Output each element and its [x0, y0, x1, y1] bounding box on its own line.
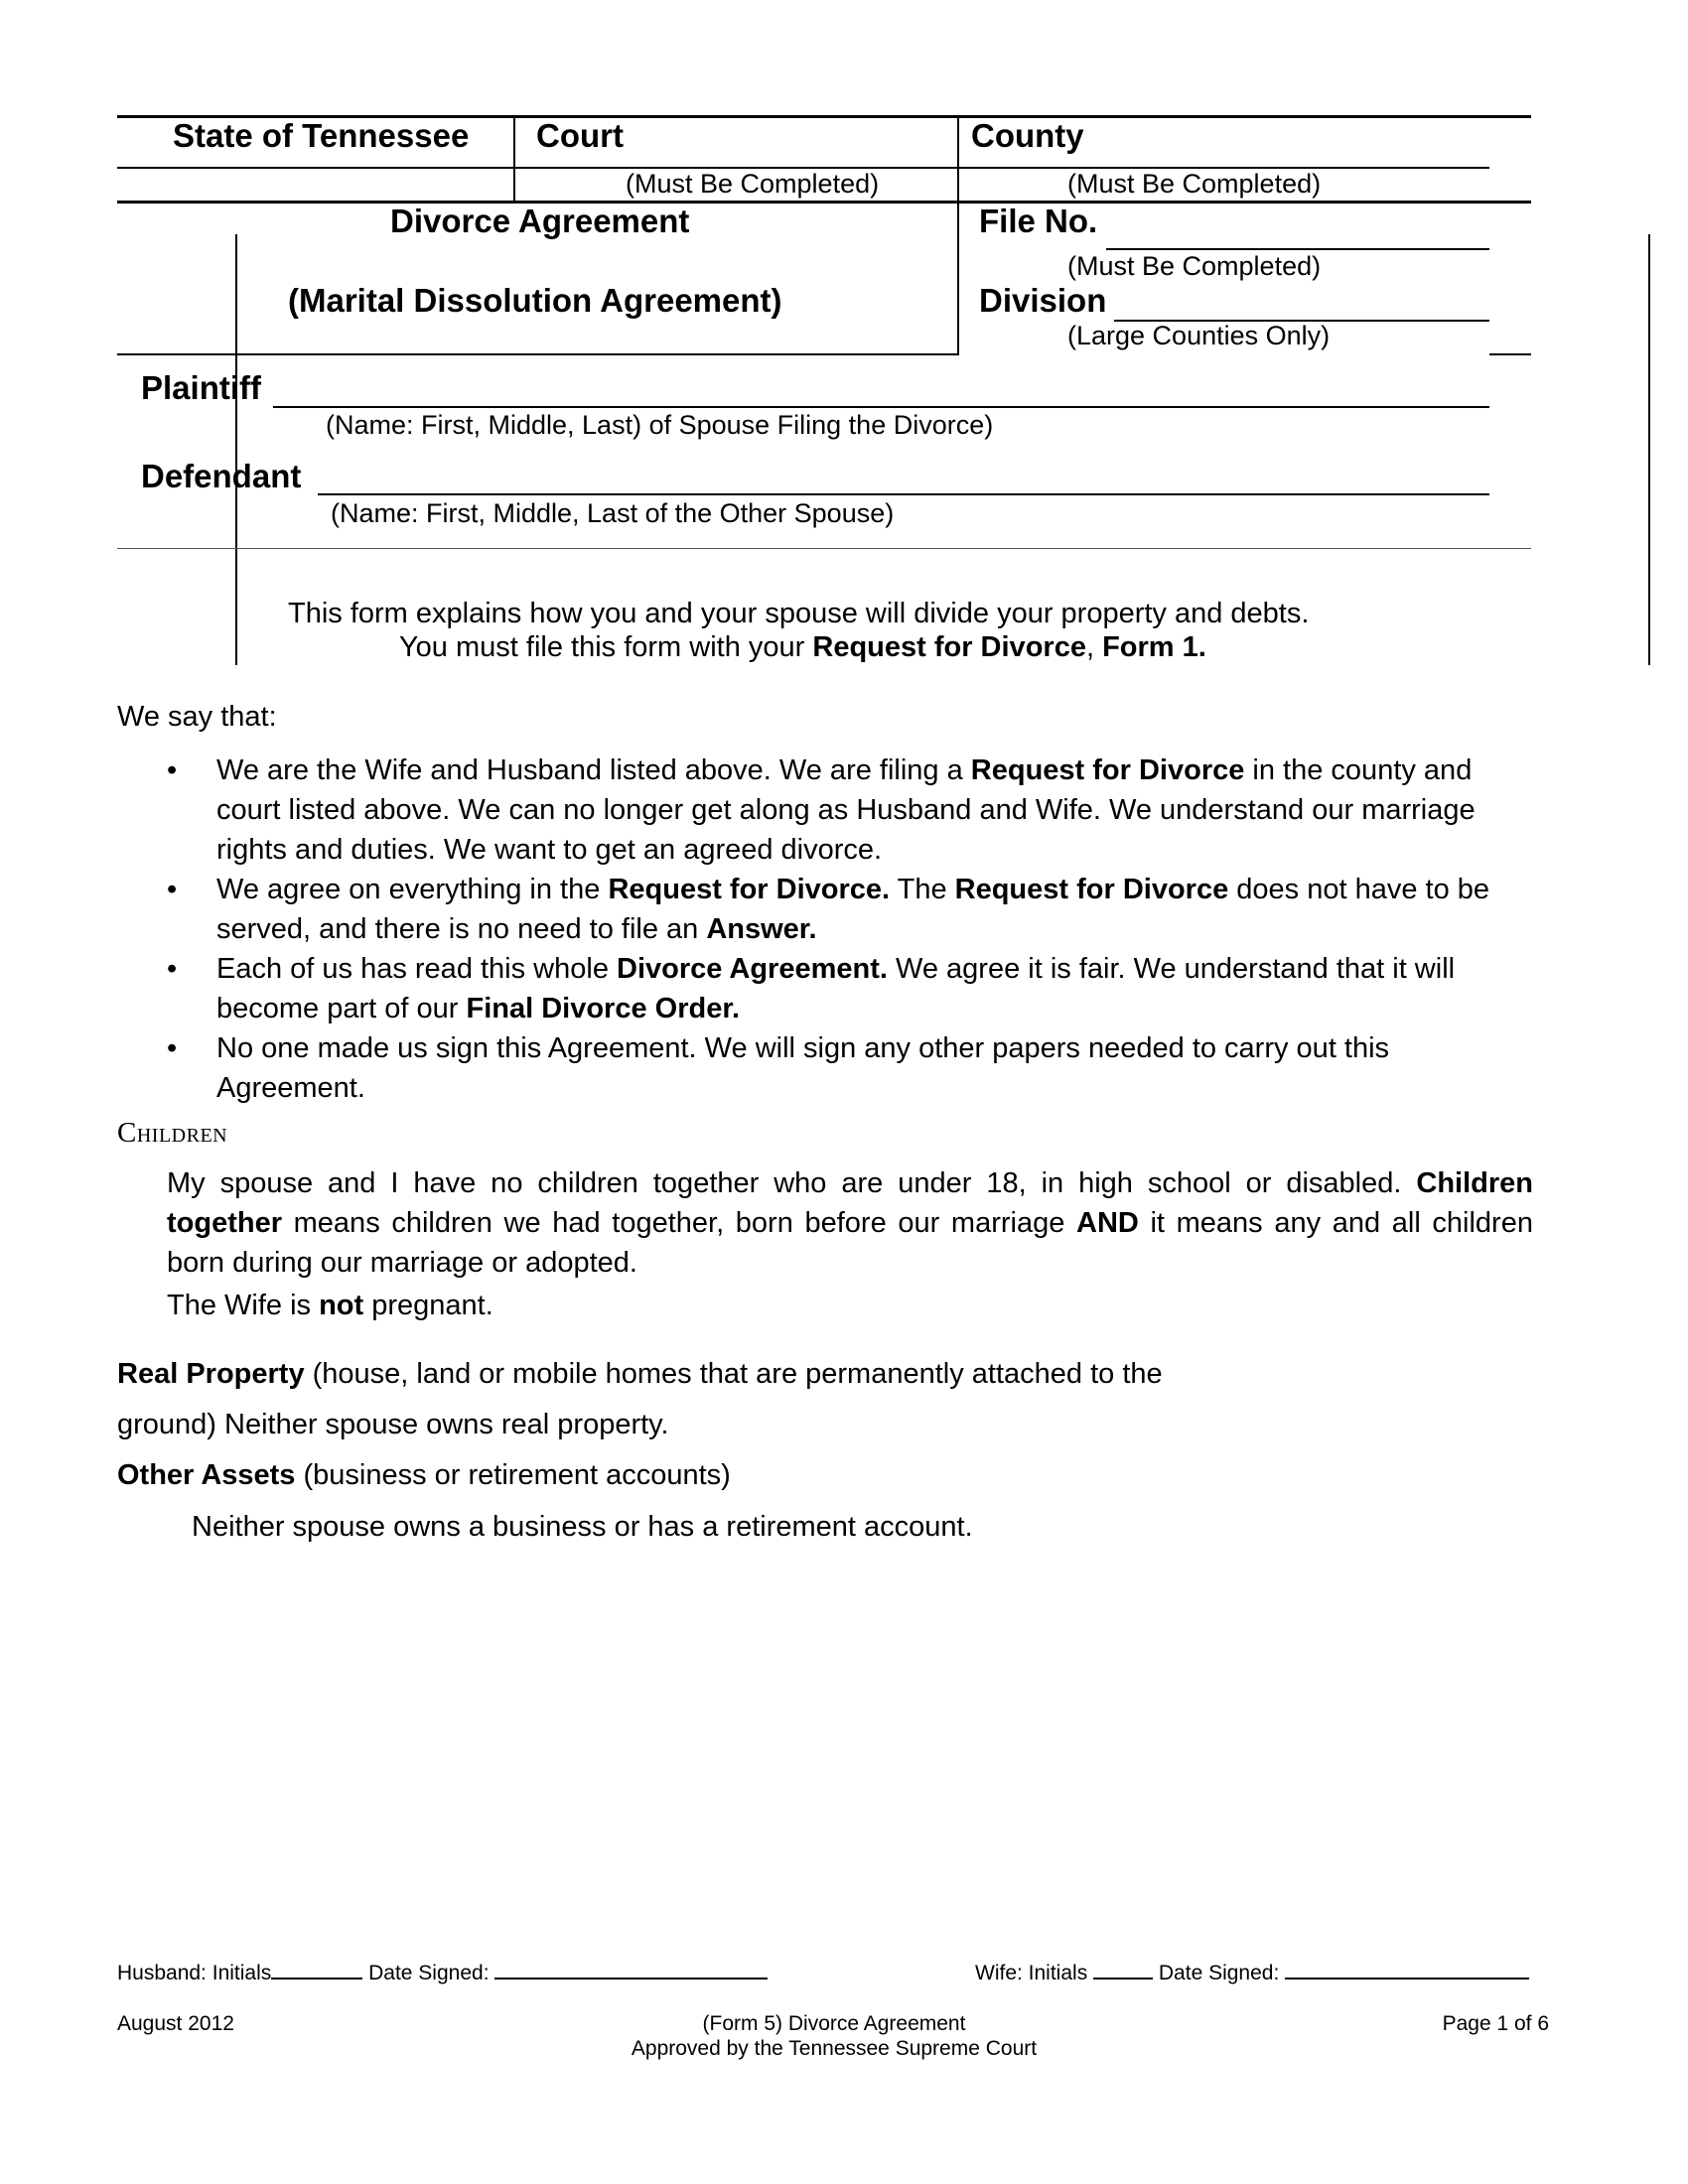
husband-date-label: Date Signed:: [368, 1962, 490, 1984]
division-label: Division: [979, 282, 1107, 319]
court-label: Court: [536, 117, 624, 154]
plaintiff-name-field[interactable]: [273, 406, 1489, 408]
intro-comma: ,: [1085, 631, 1103, 663]
bullet-3-text-b: We agree it is fair. We understand that it will become part of our: [216, 953, 1456, 1024]
bullet-glyph: •: [167, 1032, 178, 1064]
table-bottom-rule: [117, 353, 959, 355]
county-note: (Must Be Completed): [1067, 169, 1322, 199]
children-and-term: AND: [1076, 1207, 1139, 1239]
intro-line-1: This form explains how you and your spouse will divide your property and debts.: [288, 598, 1310, 629]
intro-line-2: [399, 627, 1206, 667]
real-property-label: Real Property: [117, 1358, 305, 1390]
bullet-glyph: •: [167, 953, 178, 985]
bullet-item-3: [117, 949, 1533, 1028]
bullet-1-text-a: We are the Wife and Husband listed above. We are filing a: [216, 754, 971, 786]
defendant-note: (Name: First, Middle, Last of the Other Spouse): [331, 498, 895, 528]
wife-date-field[interactable]: [1285, 1978, 1529, 1979]
section-divider: [117, 548, 1531, 549]
bullet-item-4: [117, 1028, 1533, 1108]
footer-date: August 2012: [117, 2012, 234, 2035]
bullet-2-bold-2: Request for Divorce: [954, 874, 1229, 905]
table-bottom-rule-right: [1489, 353, 1531, 355]
bullet-3-bold-2: Final Divorce Order.: [466, 993, 741, 1024]
intro-line-2-text: You must file this form with your: [399, 631, 813, 663]
left-margin-line: [235, 234, 237, 665]
form-title: Divorce Agreement: [390, 203, 690, 239]
real-property-line-2: ground) Neither spouse owns real property.: [117, 1409, 669, 1440]
wife-initials-field[interactable]: [1093, 1978, 1153, 1979]
children-together-term: Children together: [167, 1167, 1533, 1239]
bullet-2-bold-1: Request for Divorce.: [608, 874, 891, 905]
bullet-2-text-c: does not have to be served, and there is no need to file an: [216, 874, 1490, 945]
bullet-2-text-b: The: [890, 874, 955, 905]
bullet-glyph: •: [167, 754, 178, 786]
wife-date-label: Date Signed:: [1158, 1962, 1280, 1984]
form-subtitle: (Marital Dissolution Agreement): [288, 282, 782, 319]
other-assets-text: Neither spouse owns a business or has a retirement account.: [192, 1511, 973, 1543]
we-say-heading: We say that:: [117, 701, 277, 733]
husband-initials-label: Husband: Initials: [117, 1962, 272, 1984]
state-label: State of Tennessee: [173, 117, 470, 154]
bullet-4-text: No one made us sign this Agreement. We will sign any other papers needed to carry out this Agreement.: [216, 1032, 1390, 1104]
table-col-divider-1: [513, 115, 515, 201]
footer-page-number: Page 1 of 6: [1442, 2012, 1549, 2035]
husband-date-field[interactable]: [494, 1978, 768, 1979]
bullet-3-text-a: Each of us has read this whole: [216, 953, 618, 985]
pregnancy-text-b: pregnant.: [363, 1290, 493, 1321]
real-property-desc: (house, land or mobile homes that are permanently attached to the: [304, 1358, 1163, 1390]
intro-form-1: Form 1.: [1102, 631, 1206, 663]
wife-signature-row: [975, 1962, 1529, 1985]
bullet-glyph: •: [167, 874, 178, 905]
bullet-2-text-a: We agree on everything in the: [216, 874, 609, 905]
bullet-item-1: [117, 751, 1533, 870]
bullet-3-bold-1: Divorce Agreement.: [617, 953, 888, 985]
children-paragraph: [167, 1163, 1533, 1283]
pregnancy-statement: [167, 1286, 493, 1325]
other-assets-desc: (business or retirement accounts): [295, 1459, 731, 1491]
pregnancy-not: not: [319, 1290, 364, 1321]
defendant-label: Defendant: [141, 458, 302, 494]
plaintiff-label: Plaintiff: [141, 369, 261, 406]
children-text-c: it means any and all children born during our marriage or adopted.: [167, 1207, 1533, 1279]
table-row-rule-2: [117, 201, 1531, 204]
children-text-b: means children we had together, born before our marriage: [282, 1207, 1076, 1239]
footer-approved: Approved by the Tennessee Supreme Court: [631, 2037, 1038, 2060]
bullet-2-bold-3: Answer.: [706, 913, 817, 945]
defendant-name-field[interactable]: [318, 493, 1489, 495]
file-no-label: File No.: [979, 203, 1098, 239]
real-property-line-1: [117, 1354, 1163, 1394]
right-margin-line: [1648, 234, 1650, 665]
file-no-note: (Must Be Completed): [1067, 251, 1322, 281]
footer-form-name: (Form 5) Divorce Agreement: [702, 2012, 966, 2035]
bullet-1-text-b: in the county and court listed above. We can no longer get along as Husband and Wife. We understand our marriage rights and duties. We want to get an agreed divorce.: [216, 754, 1476, 866]
intro-request-for-divorce: Request for Divorce: [812, 631, 1086, 663]
bullet-1-bold: Request for Divorce: [970, 754, 1245, 786]
other-assets-heading: [117, 1455, 731, 1495]
court-note: (Must Be Completed): [626, 169, 880, 199]
husband-signature-row: [117, 1962, 768, 1985]
pregnancy-text-a: The Wife is: [167, 1290, 320, 1321]
agreement-bullets: [117, 751, 1533, 1108]
division-note: (Large Counties Only): [1067, 321, 1331, 350]
county-label: County: [971, 117, 1084, 154]
husband-initials-field[interactable]: [271, 1978, 362, 1979]
children-heading: Children: [117, 1117, 228, 1149]
plaintiff-note: (Name: First, Middle, Last) of Spouse Filing the Divorce): [326, 410, 994, 440]
wife-initials-label: Wife: Initials: [975, 1962, 1088, 1984]
children-text-a: My spouse and I have no children together who are under 18, in high school or disabled.: [167, 1167, 1417, 1199]
bullet-item-2: [117, 870, 1533, 949]
file-no-field[interactable]: [1106, 248, 1489, 250]
table-col-divider-2: [957, 115, 959, 355]
other-assets-label: Other Assets: [117, 1459, 296, 1491]
